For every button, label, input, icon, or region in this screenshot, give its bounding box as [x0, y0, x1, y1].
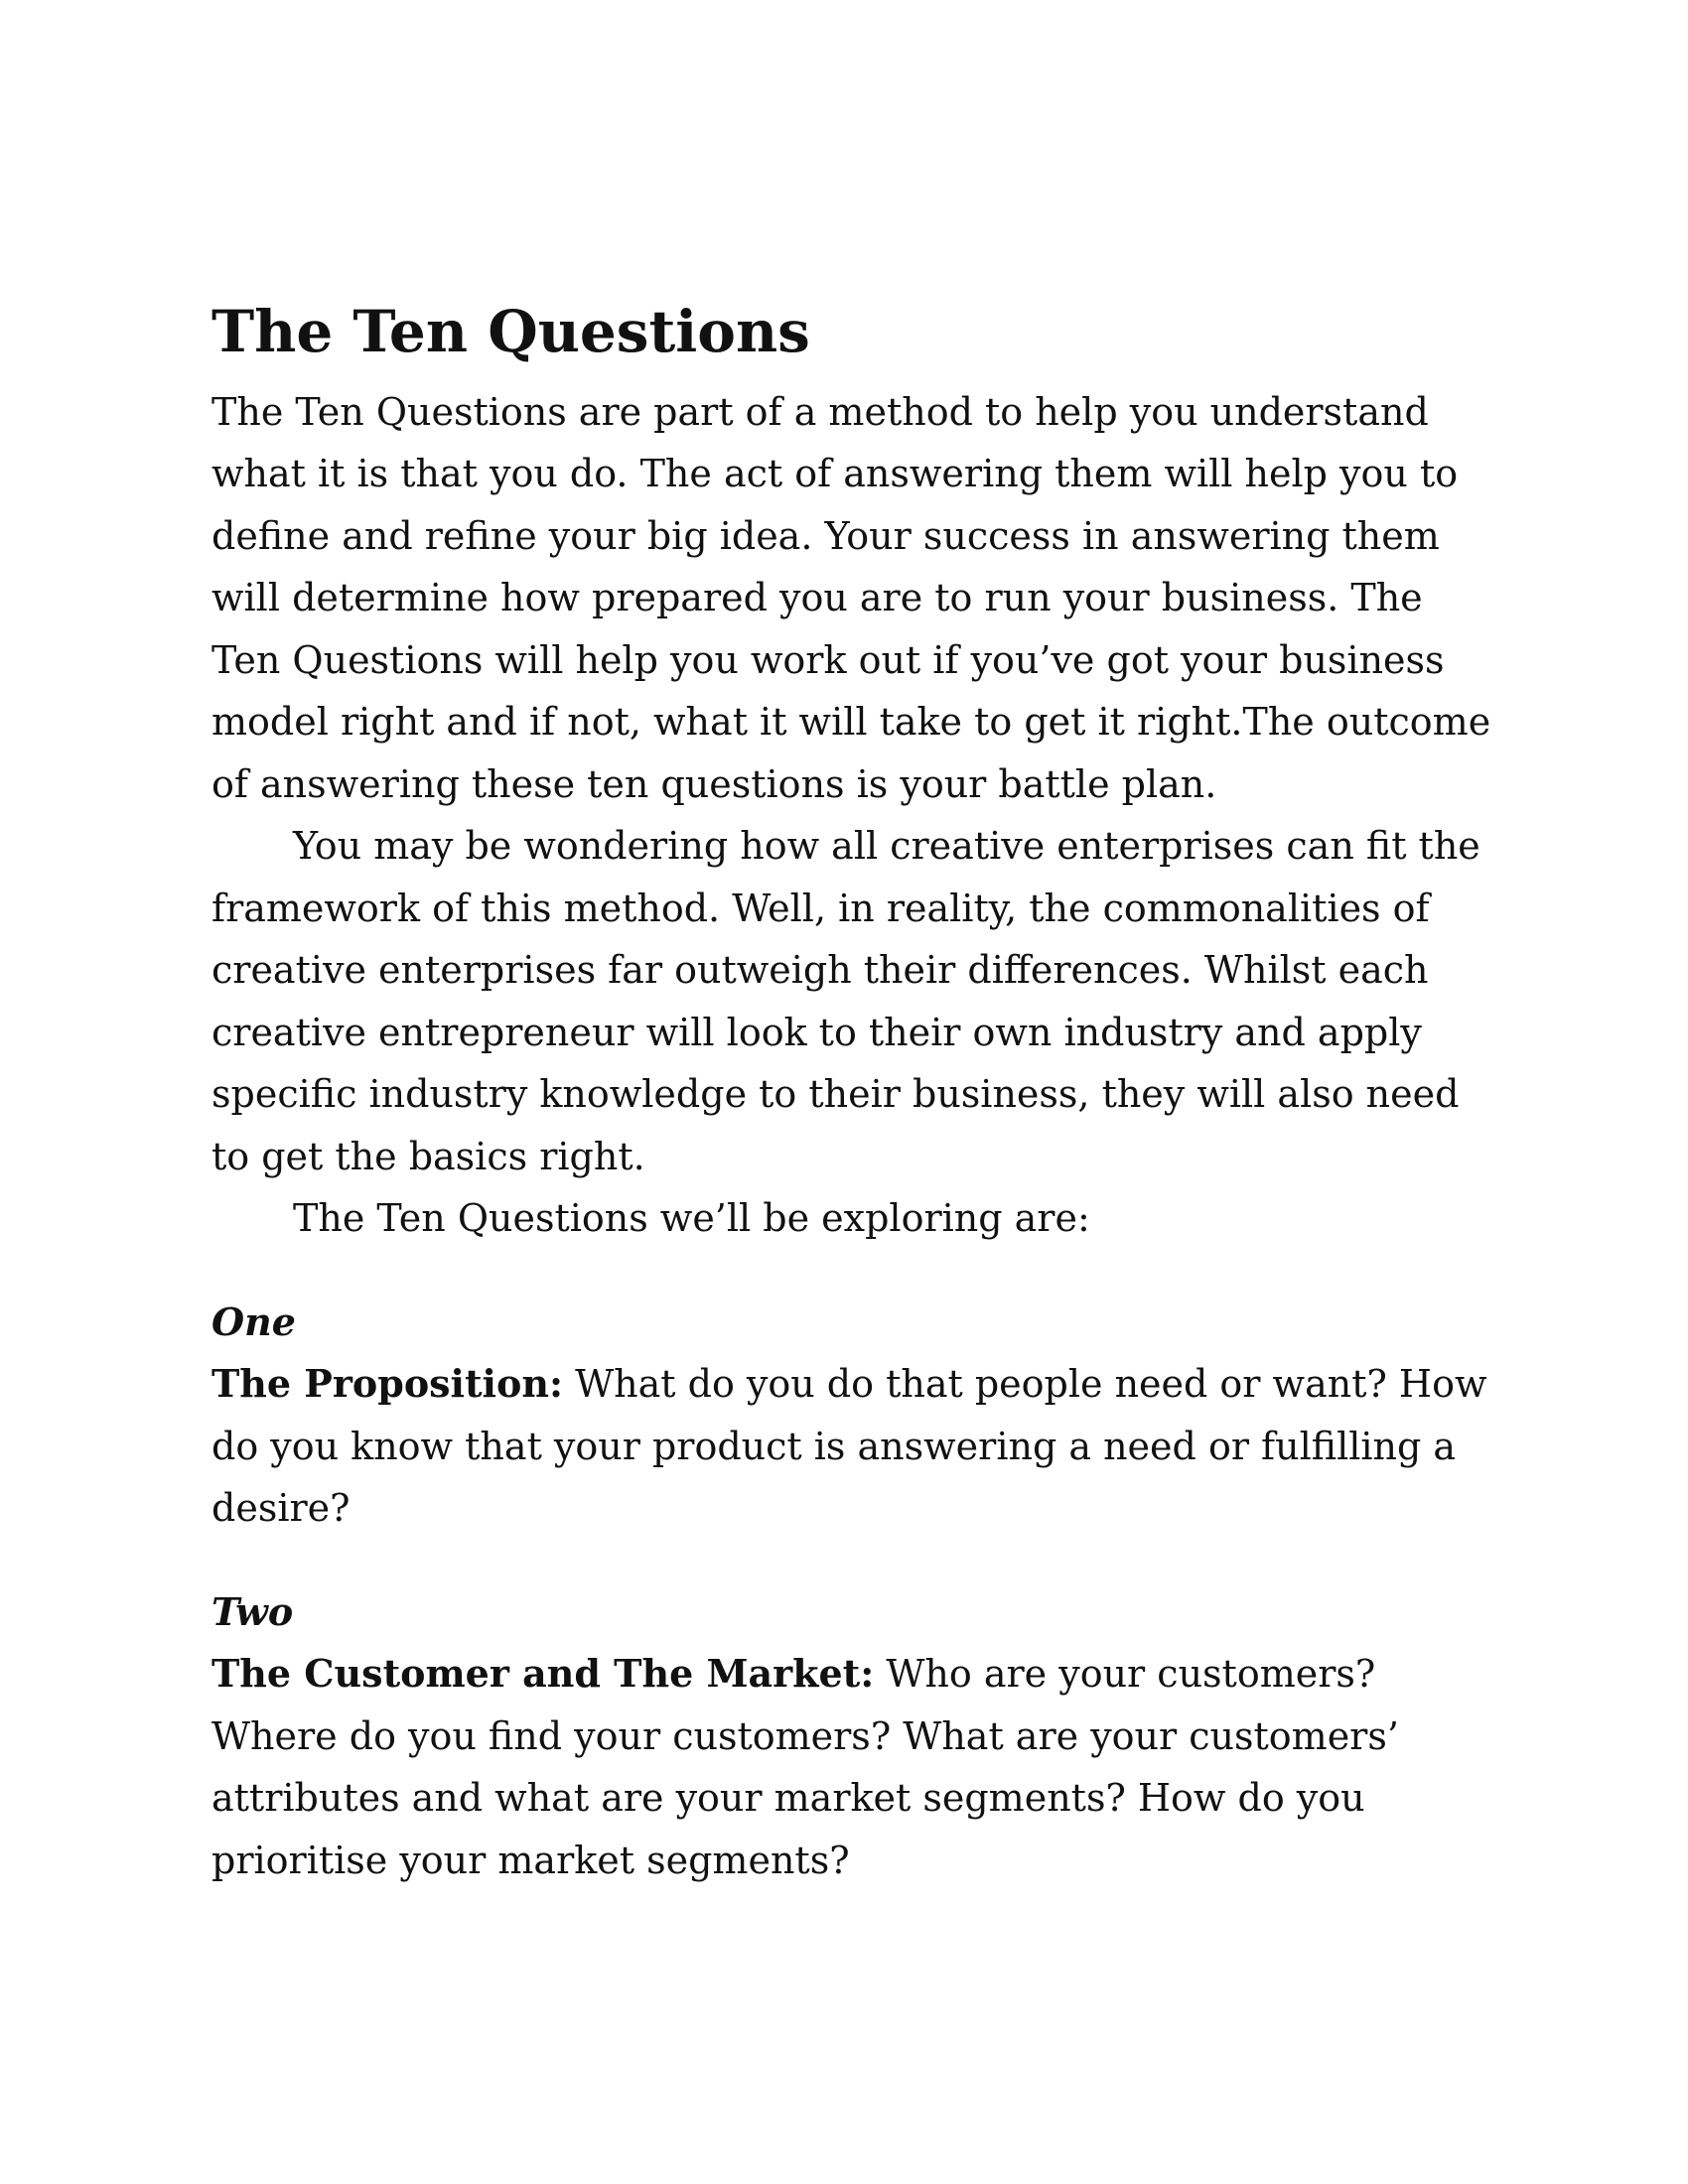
page-title: The Ten Questions	[211, 298, 810, 365]
question-label: The Proposition:	[211, 1361, 563, 1407]
paragraph-framework: You may be wondering how all creative enterprises can fit the framework of this method. Well, in reality, the commonalities of creative enterprises far outweigh their differences. Whilst each creative entrepreneur will look to their own industry and apply specific industry knowledge to their business, they will also need to get the basics right.	[211, 824, 1480, 1178]
body-text	[211, 381, 1492, 1892]
question-body	[211, 1353, 1492, 1540]
paragraph-intro: The Ten Questions are part of a method to help you understand what it is that you do. The act of answering them will help you to define and refine your big idea. Your success in answering them will determine how prepared you are to run your business. The Ten Questions will help you work out if you’ve got your business model right and if not, what it will take to get it right.The outcome of answering these ten questions is your battle plan.	[211, 389, 1491, 806]
document-page	[211, 298, 1492, 1891]
question-number: Two	[211, 1588, 294, 1634]
question-one	[211, 1292, 1492, 1540]
question-number: One	[211, 1298, 296, 1344]
paragraph-exploring: The Ten Questions we’ll be exploring are:	[293, 1196, 1090, 1241]
question-text: Who are your customers? Where do you find your customers? What are your customers’ attributes and what are your market segments? How do you prioritise your market segments?	[211, 1652, 1399, 1882]
question-two	[211, 1581, 1492, 1892]
question-text: What do you do that people need or want? How do you know that your product is answering a need or fulfilling a desire?	[211, 1362, 1487, 1531]
question-body	[211, 1643, 1492, 1891]
question-label: The Customer and The Market:	[211, 1651, 875, 1697]
